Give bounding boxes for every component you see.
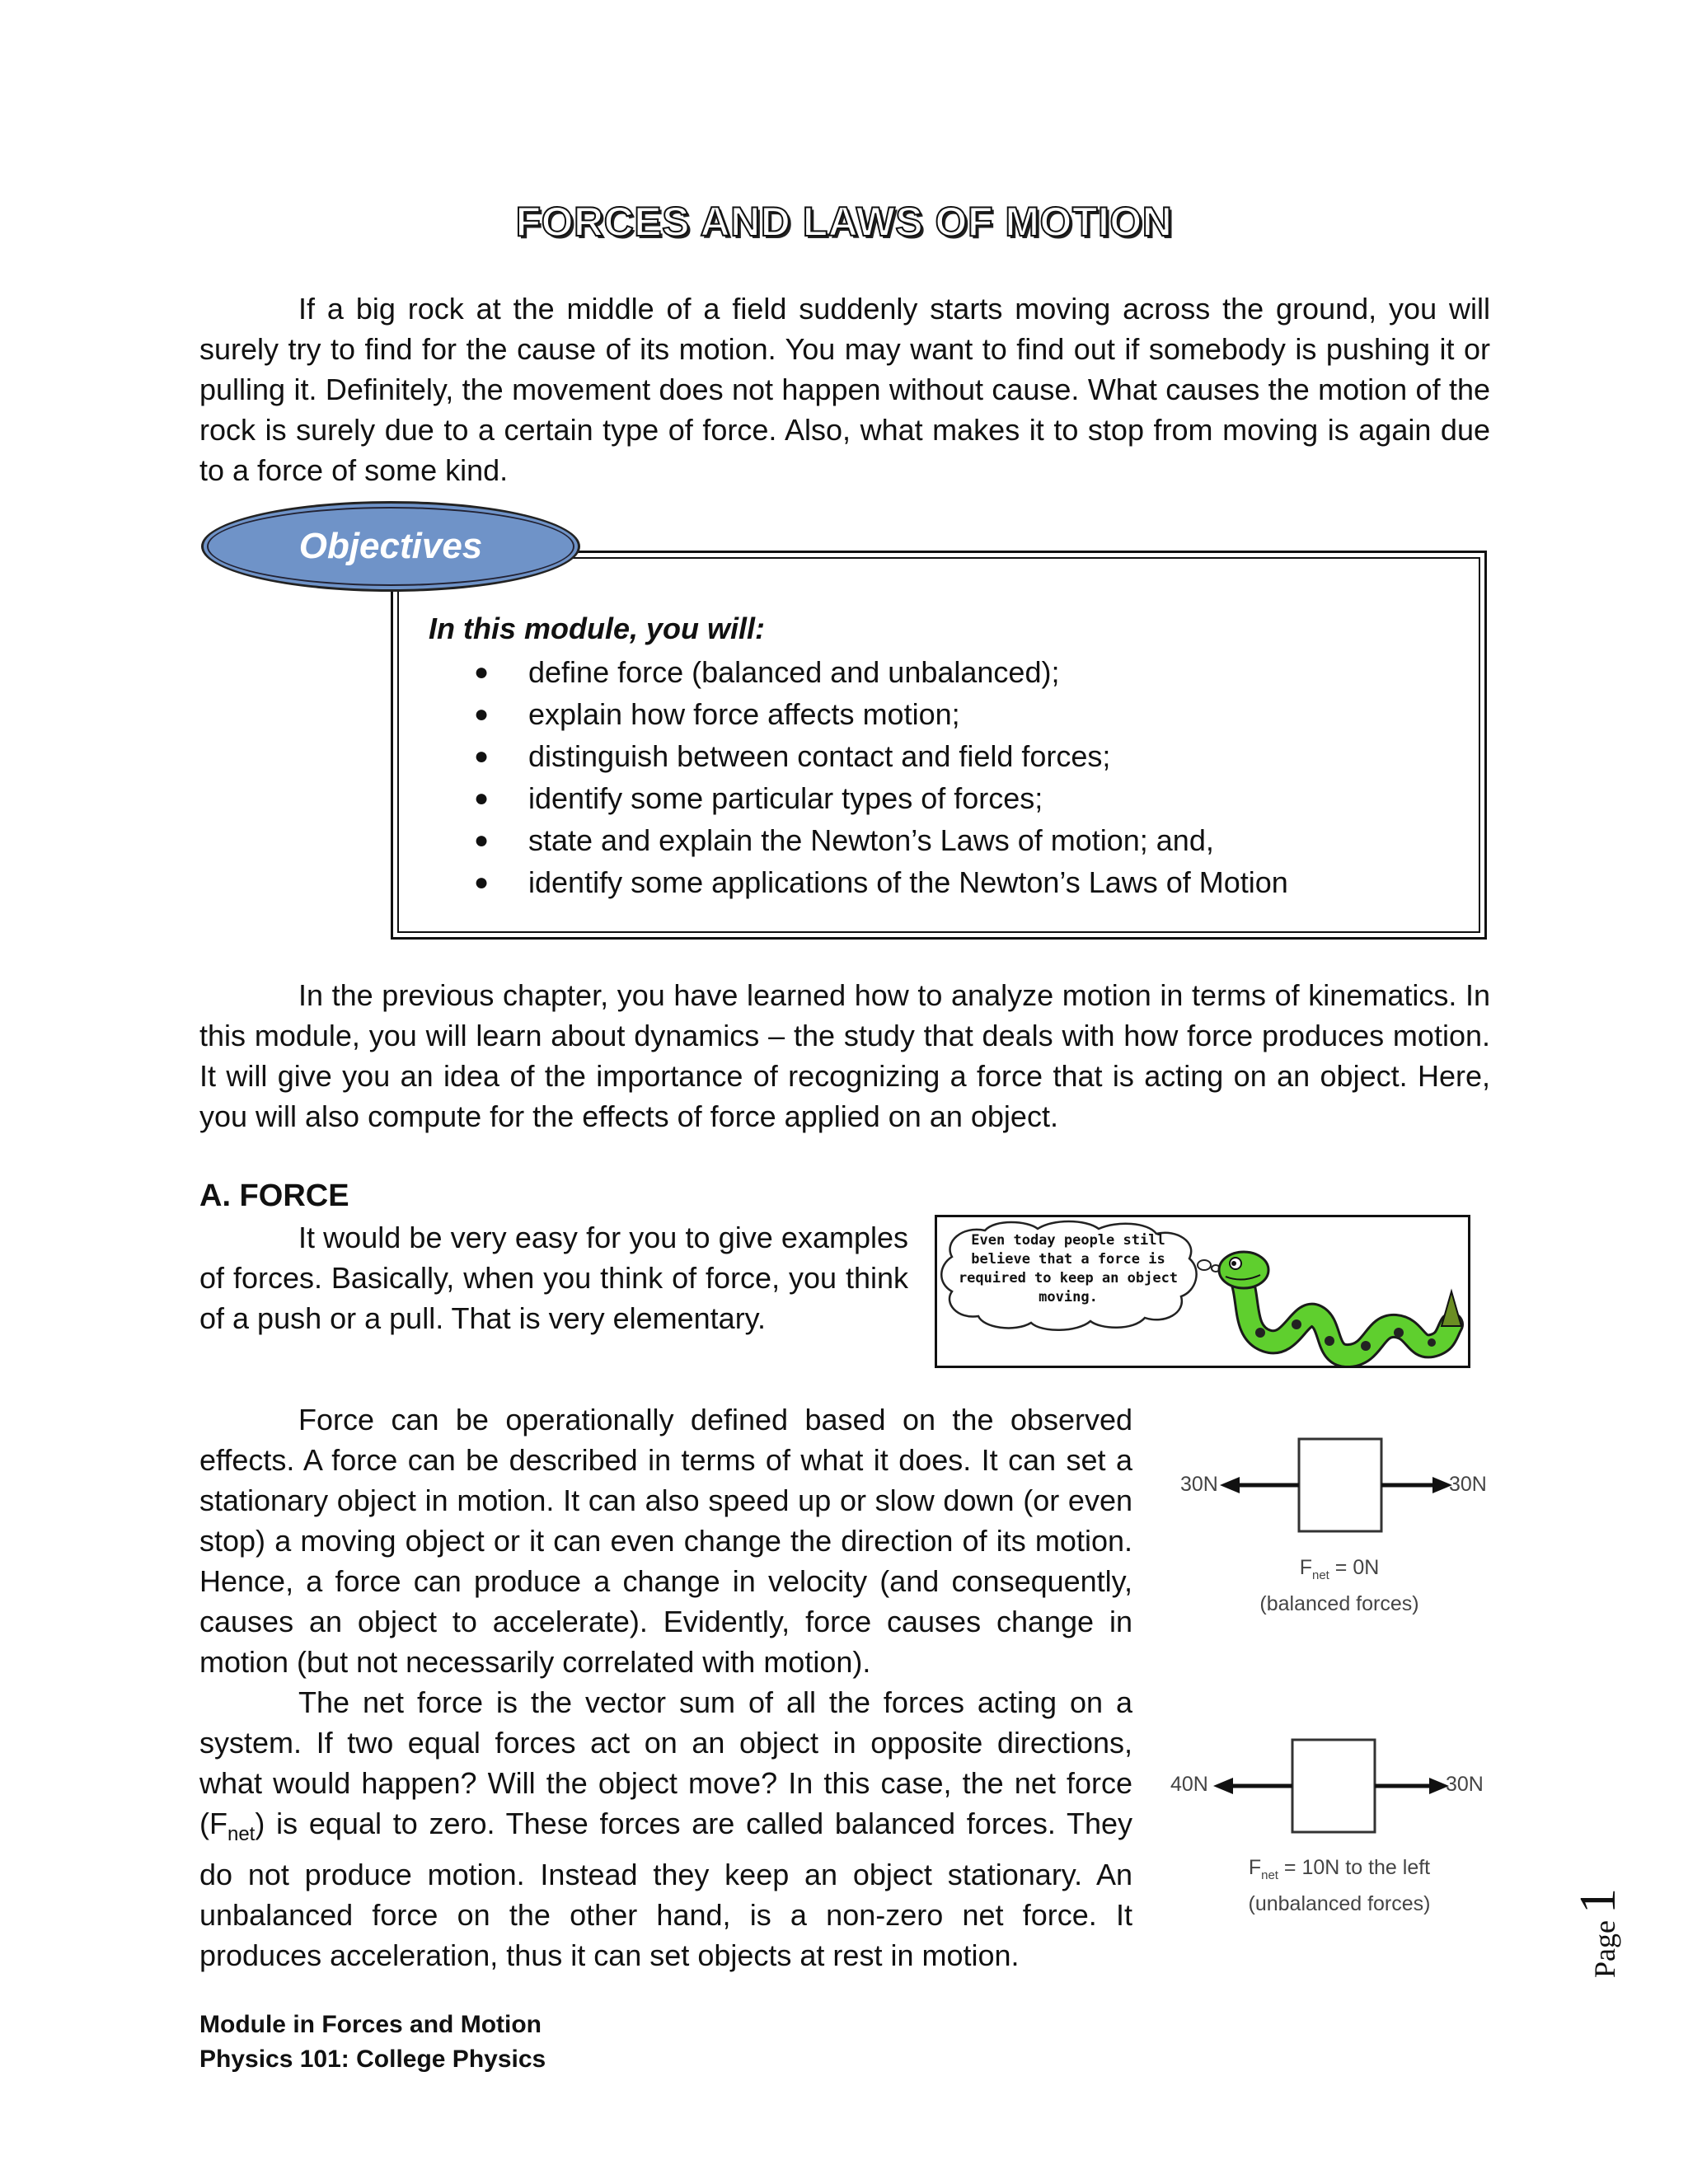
dynamics-paragraph <box>199 975 1490 1137</box>
list-item: ● distinguish between contact and field forces; <box>474 735 1288 777</box>
object-box <box>1292 1740 1375 1832</box>
page-digit: 1 <box>1570 1888 1626 1915</box>
object-box <box>1299 1439 1381 1531</box>
page-number <box>1569 1871 1635 1978</box>
rattle-tail <box>1442 1291 1461 1326</box>
section-heading: A. FORCE <box>199 1179 349 1213</box>
list-item: ● explain how force affects motion; <box>474 693 1288 735</box>
footer-module: Module in Forces and Motion <box>199 2011 542 2038</box>
unbalanced-right-force: 30N <box>1446 1773 1484 1796</box>
dynamics-paragraph-text: In the previous chapter, you have learned how to analyze motion in terms of kinematics. In this module, you will learn about dynamics – the study that deals with how force produces motion. It will give you an idea of the importance of recognizing a force that is acting on an object. Here, you will also compute for the effects of force applied on an object. <box>199 978 1490 1133</box>
force-paragraph-1: It would be very easy for you to give examples of forces. Basically, when you think of force, you think of a push or a pull. That is very elementary. <box>199 1221 908 1335</box>
page-title: FORCES AND LAWS OF MOTION <box>515 199 1173 245</box>
force-paragraph-3: The net force is the vector sum of all the forces acting on a system. If two equal forces act on an object in opposite directions, what would happen? Will the object move? In this case, the net force $(F_{net})$ is equal to zero. These forces are called balanced forces. They do not produce motion. Instead they keep an object stationary. An unbalanced force on the other hand, is a non-zero net force. It produces acceleration, thus it can set objects at rest in motion. <box>199 1685 1132 1973</box>
list-item: ● identify some applications of the Newton’s Laws of Motion <box>474 861 1288 903</box>
unbalanced-net-force: $F_{net} = 10N$ to the left (unbalanced forces) <box>1248 1856 1431 1915</box>
snake-head <box>1219 1252 1268 1288</box>
balanced-left-force: 30N <box>1180 1473 1218 1496</box>
bullet-icon: ● <box>474 827 490 854</box>
balanced-right-force: 30N <box>1449 1473 1487 1496</box>
balanced-net-force: $F_{net} = 0N$ (balanced forces) <box>1259 1556 1419 1615</box>
footer-course: Physics 101: College Physics <box>199 2046 546 2073</box>
unbalanced-left-force: 40N <box>1170 1773 1208 1796</box>
intro-paragraph-text: If a big rock at the middle of a field suddenly starts moving across the ground, you will surely try to find for the cause of its motion. You may want to find out if somebody is pushing it or pulling it. Definitely, the movement does not happen without cause. What causes the motion of the rock is surely due to a certain type of force. Also, what makes it to stop from moving is again due to a force of some kind. <box>199 292 1490 487</box>
list-item: ● state and explain the Newton’s Laws of motion; and, <box>474 819 1288 861</box>
force-paragraph-2: Force can be operationally defined based on the observed effects. A force can be described in terms of what it does. It can set a stationary object in motion. It can also speed up or slow down (or even stop) a moving object or it can even change the direction of its motion. Hence, a force can produce a change in velocity (and consequently, causes an object to accelerate). Evidently, force causes change in motion (but not necessarily correlated with motion). <box>199 1403 1132 1679</box>
objectives-intro: In this module, you will: <box>429 612 766 645</box>
objectives-label: Objectives <box>298 526 483 566</box>
bullet-icon: ● <box>474 785 490 812</box>
intro-paragraph <box>199 288 1490 490</box>
page-word: Page <box>1588 1920 1621 1978</box>
list-item: ● define force (balanced and unbalanced); <box>474 651 1288 693</box>
list-item: ● identify some particular types of forces; <box>474 777 1288 819</box>
bullet-icon: ● <box>474 701 490 728</box>
thought-bubble-text: Even today people still believe that a force is required to keep an object moving. <box>958 1232 1179 1305</box>
bullet-icon: ● <box>474 658 490 686</box>
objectives-list <box>474 651 1288 903</box>
bullet-icon: ● <box>474 743 490 770</box>
bullet-icon: ● <box>474 869 490 896</box>
